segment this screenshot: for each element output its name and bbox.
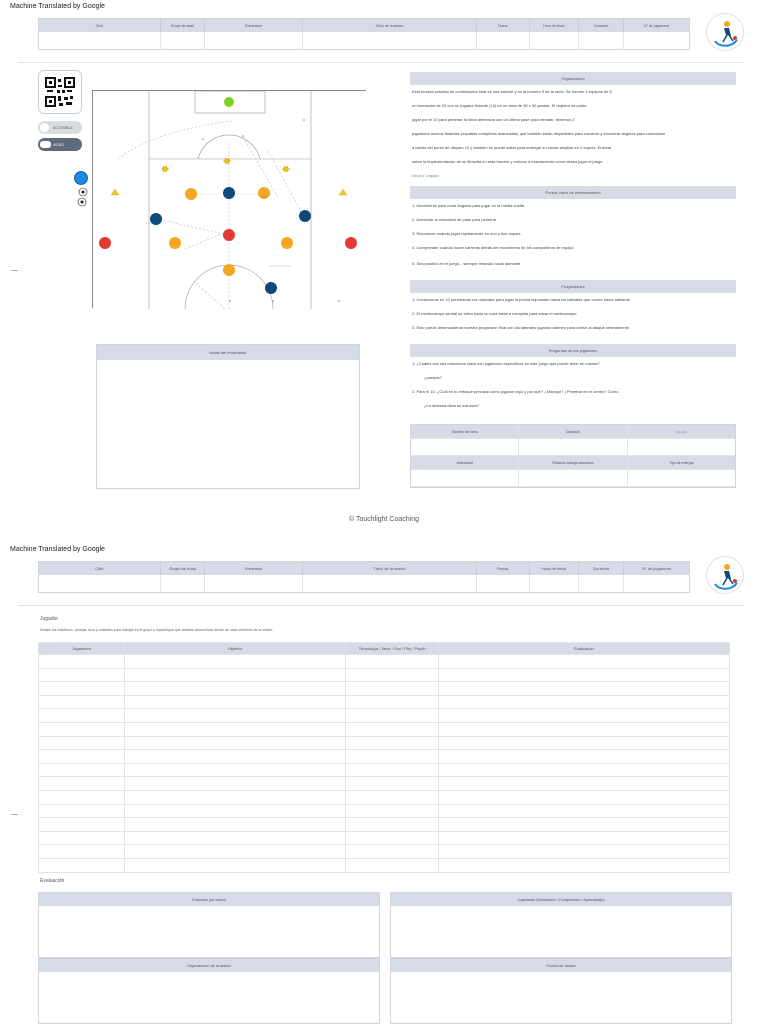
table-cell[interactable]	[39, 804, 125, 818]
header-col-coach: Entrenador	[205, 19, 303, 32]
table-row	[39, 695, 730, 709]
qr-code-icon	[39, 71, 81, 113]
ball-stack	[70, 168, 92, 212]
table-cell[interactable]	[39, 682, 125, 696]
players-evaluation-box[interactable]	[390, 892, 732, 958]
table-cell[interactable]	[39, 668, 125, 682]
table-cell[interactable]	[39, 722, 125, 736]
players-col-header: Jugadores	[39, 643, 125, 655]
table-cell[interactable]	[439, 858, 730, 872]
yellow-player	[281, 237, 293, 249]
players-table	[38, 642, 730, 873]
key-point-line: 2. Aumentar la velocidad de pase para penetrar	[412, 217, 497, 222]
table-cell[interactable]	[39, 831, 125, 845]
red-player	[99, 237, 111, 249]
table-cell[interactable]	[39, 777, 125, 791]
touchlight-logo	[706, 13, 744, 51]
blue-ball-marker	[75, 172, 88, 185]
key-points-title: Puntos clave de entrenamiento	[410, 186, 736, 199]
table-row	[39, 709, 730, 723]
navy-player	[150, 213, 162, 225]
table-row	[39, 804, 730, 818]
progressions-title: Progresiones	[410, 280, 736, 293]
session-points-title: Puntos de sesión	[391, 959, 731, 972]
header-value-age[interactable]	[161, 32, 206, 49]
progression-line: 2. El mediocampo central se retira hacia la zona trasera completa para sacar el mediocampo	[412, 311, 577, 316]
info-value[interactable]	[628, 439, 735, 455]
session-header-table-2	[38, 561, 690, 593]
touchlight-logo	[706, 556, 744, 594]
organization-panel	[410, 72, 736, 183]
table-cell[interactable]	[439, 750, 730, 764]
header-value-date[interactable]	[477, 575, 530, 592]
progressions-panel	[410, 280, 736, 335]
table-cell[interactable]	[125, 858, 346, 872]
header-col-duration: Duración	[579, 562, 624, 575]
table-cell[interactable]	[125, 845, 346, 859]
organization-line: en formación de 23 con un jugador flotante (10) en un área de 30 x 30 yardas. El objetivo es poder	[412, 103, 587, 108]
header-value-start[interactable]	[530, 575, 580, 592]
header-col-club: Club	[39, 562, 161, 575]
machine-translated-label: Machine Translated by Google	[10, 3, 105, 10]
header-col-players: N° de jugadores	[642, 566, 671, 571]
table-row	[39, 736, 730, 750]
video-icon	[40, 141, 51, 148]
header-col-date: Fecha	[477, 562, 530, 575]
table-row	[39, 777, 730, 791]
players-section-subtitle: Detalle los individuos, parejas, tríos y unidades para trabajar en el grupo y especifique qué detalles desarrollará dentro de cada elemento de la sesión.	[40, 628, 274, 632]
table-cell[interactable]	[125, 709, 346, 723]
header-col-start: Hora de inicio	[530, 562, 580, 575]
header-col-start: Hora de inicio	[530, 19, 580, 32]
info-intensity: Intensidad	[411, 456, 519, 469]
evaluation-box[interactable]	[38, 892, 380, 958]
table-cell[interactable]	[125, 777, 346, 791]
table-cell[interactable]	[39, 845, 125, 859]
organization-note: Cerca o 1 equipo	[412, 174, 439, 178]
question-line: ¿La defensa dicta su solución?	[424, 403, 480, 408]
organization-line: a través del punto de disparo 10 y también se puede saltar para entregar en zonas amplias en 2 toques. Enfocar	[412, 145, 612, 150]
table-cell[interactable]	[346, 763, 439, 777]
organization-evaluation-title: Organización de la sesión	[39, 959, 379, 972]
header-col-duration: Duración	[579, 19, 624, 32]
info-area-size: Tamaño del área	[411, 425, 519, 438]
evaluation-box-title: Evaluación (por sesión)	[39, 893, 379, 906]
table-cell[interactable]	[346, 804, 439, 818]
table-cell[interactable]	[439, 655, 730, 669]
header-value-duration[interactable]	[579, 32, 624, 49]
table-cell[interactable]	[125, 668, 346, 682]
table-cell[interactable]	[439, 777, 730, 791]
players-col-header: Tecnología / Tacto / Soc / Phy / Psych	[346, 643, 439, 655]
table-cell[interactable]	[125, 790, 346, 804]
table-cell[interactable]	[439, 818, 730, 832]
progression-line: 3. Esto puede desencadenar nuestra progresión final con los laterales jugando adentro para unirse al ataque centralmente.	[412, 325, 631, 330]
header-value-start[interactable]	[530, 32, 580, 49]
header-value-title[interactable]	[303, 32, 476, 49]
table-cell[interactable]	[39, 790, 125, 804]
header-value-title[interactable]	[303, 575, 476, 592]
accessible-toggle-label: ACCESIBLE	[53, 125, 73, 130]
table-cell[interactable]	[439, 763, 730, 777]
goalkeeper-player	[224, 97, 234, 107]
players-section-title: Jugador	[40, 616, 59, 622]
header-col-age: Grupo de edad	[161, 562, 206, 575]
table-cell[interactable]	[346, 750, 439, 764]
questions-panel	[410, 344, 736, 413]
qr-code[interactable]	[38, 70, 82, 114]
questions-title: Preguntas de los jugadores	[410, 344, 736, 357]
table-cell[interactable]	[439, 736, 730, 750]
accessible-toggle[interactable]	[38, 121, 82, 134]
table-row	[39, 858, 730, 872]
copyright: © Touchlight Coaching	[348, 516, 420, 523]
table-cell[interactable]	[346, 655, 439, 669]
header-value-date[interactable]	[477, 32, 530, 49]
header-value-players[interactable]	[624, 575, 689, 592]
yellow-player	[169, 237, 181, 249]
info-value[interactable]	[628, 470, 735, 486]
question-line: 2. Para el 10: ¿Cuál es tu enfoque principal como jugador aquí y por qué? ¿Manejar? ¿Penetrar en el centro? Cómo	[412, 389, 619, 394]
table-cell[interactable]	[39, 763, 125, 777]
key-point-line: 1. Movimiento para crear ángulos para jugar en la media vuelta	[412, 203, 525, 208]
key-point-line: 5. Sea positivo en el juego... siempre mirando hacia adelante	[412, 261, 521, 266]
coach-notes-title: Notas del entrenador	[97, 345, 359, 360]
table-cell[interactable]	[439, 709, 730, 723]
red-player	[345, 237, 357, 249]
header-col-age: Grupo de edad	[161, 19, 206, 32]
evaluation-title: Evaluación	[40, 878, 65, 884]
header-value-club[interactable]	[39, 32, 161, 49]
video-toggle-label: VIDEO	[53, 142, 64, 147]
table-row	[39, 831, 730, 845]
table-row	[39, 655, 730, 669]
table-cell[interactable]	[39, 858, 125, 872]
organization-line: jugadores anchos flotantes (españas completas avanzadas) que también están disponibles para construir y encontrar ángulos para conectarse	[412, 131, 666, 136]
yellow-player	[223, 264, 235, 276]
table-cell[interactable]	[346, 831, 439, 845]
table-cell[interactable]	[39, 655, 125, 669]
header-col-title: Título de la sesión	[303, 562, 476, 575]
yellow-player	[258, 187, 270, 199]
info-value[interactable]	[519, 470, 627, 486]
key-points-panel	[410, 186, 736, 271]
table-cell[interactable]	[346, 818, 439, 832]
table-cell[interactable]	[39, 818, 125, 832]
header-value-duration[interactable]	[579, 575, 624, 592]
info-duration: Duración	[519, 425, 627, 438]
players-evaluation-title: Jugadores (Motivación / Compromiso / Aprendizaje)	[391, 893, 731, 906]
info-equipment: Equipo	[675, 429, 687, 434]
table-cell[interactable]	[346, 668, 439, 682]
session-points-box[interactable]	[390, 958, 732, 1024]
pitch-diagram	[92, 90, 366, 308]
table-cell[interactable]	[346, 709, 439, 723]
session-header-table	[38, 18, 690, 50]
pitch-svg	[93, 91, 367, 309]
coach-notes-box[interactable]	[96, 344, 360, 489]
table-cell[interactable]	[346, 858, 439, 872]
table-cell[interactable]	[346, 845, 439, 859]
session-info-grid	[410, 424, 736, 488]
table-cell[interactable]	[39, 736, 125, 750]
table-cell[interactable]	[125, 736, 346, 750]
question-line: ¿parejas?	[424, 375, 442, 380]
yellow-player	[185, 188, 197, 200]
table-cell[interactable]	[39, 709, 125, 723]
header-col-players: N° de jugadores	[644, 23, 670, 28]
header-value-club[interactable]	[39, 575, 161, 592]
organization-line: sobre la implementación de su filosofía en esta función y enfocar a exactamente cómo desea jugar el juego	[412, 159, 603, 164]
organization-line: Esta tercera práctica de combinación final es una función y es la número 9 de la serie. Se forman 2 equipos de 5	[412, 89, 612, 94]
table-cell[interactable]	[346, 736, 439, 750]
organization-title: Organización	[410, 72, 736, 85]
table-row	[39, 722, 730, 736]
table-row	[39, 818, 730, 832]
machine-translated-label: Machine Translated by Google	[10, 546, 105, 553]
header-col-date: Fecha	[477, 19, 530, 32]
players-col-header: Evaluación	[439, 643, 730, 655]
table-row	[39, 668, 730, 682]
table-cell[interactable]	[439, 722, 730, 736]
organization-line: jugar por el 10 para penetrar la línea defensiva con un último pase para rematar, tenemos 2	[412, 117, 575, 122]
info-work-rest: Relación trabajo:descanso	[519, 456, 627, 469]
table-cell[interactable]	[346, 695, 439, 709]
table-row	[39, 845, 730, 859]
table-cell[interactable]	[125, 682, 346, 696]
table-row	[39, 750, 730, 764]
table-cell[interactable]	[439, 804, 730, 818]
table-cell[interactable]	[125, 831, 346, 845]
table-cell[interactable]	[439, 790, 730, 804]
navy-player	[299, 210, 311, 222]
table-cell[interactable]	[439, 668, 730, 682]
info-value[interactable]	[519, 439, 627, 455]
table-row	[39, 763, 730, 777]
info-energy-type: Tipo de energía	[669, 460, 694, 465]
table-cell[interactable]	[39, 695, 125, 709]
table-cell[interactable]	[346, 777, 439, 791]
info-value[interactable]	[411, 470, 519, 486]
organization-evaluation-box[interactable]	[38, 958, 380, 1024]
table-row	[39, 682, 730, 696]
table-cell[interactable]	[125, 804, 346, 818]
table-cell[interactable]	[125, 818, 346, 832]
table-cell[interactable]	[346, 790, 439, 804]
header-value-coach[interactable]	[205, 32, 303, 49]
key-point-line: 4. Comprender cuándo hacer carreras detrás del movimiento de los compañeros de equipo	[412, 245, 574, 250]
table-row	[39, 790, 730, 804]
key-point-line: 3. Reconocer cuándo jugar rápidamente en uno y dos toques	[412, 231, 521, 236]
red-player	[223, 229, 235, 241]
table-cell[interactable]	[346, 682, 439, 696]
players-col-header: Objetivo	[125, 643, 346, 655]
players-table-body	[39, 655, 730, 873]
header-col-club: Club	[39, 19, 161, 32]
table-cell[interactable]	[125, 763, 346, 777]
navy-player	[223, 187, 235, 199]
header-value-players[interactable]	[624, 32, 689, 49]
progression-line: 1. Conducimos en 10 penetrando los marcajes para jugar la pelota impulsado hacia los laterales que corren hacia adelante	[412, 297, 630, 302]
table-cell[interactable]	[125, 695, 346, 709]
header-col-coach: Entrenador	[205, 562, 303, 575]
table-cell[interactable]	[346, 722, 439, 736]
header-value-age[interactable]	[161, 575, 206, 592]
table-cell[interactable]	[439, 845, 730, 859]
table-cell[interactable]	[439, 682, 730, 696]
table-cell[interactable]	[39, 750, 125, 764]
info-value[interactable]	[411, 439, 519, 455]
toggle-knob-icon	[40, 123, 49, 132]
question-line: 1. ¿Cuáles son sus relaciones clave con jugadores específicos en este juego que puede tener en cuenta?	[412, 361, 600, 366]
navy-player	[265, 282, 277, 294]
video-toggle[interactable]	[38, 138, 82, 151]
table-cell[interactable]	[439, 695, 730, 709]
table-cell[interactable]	[125, 722, 346, 736]
table-cell[interactable]	[125, 750, 346, 764]
header-value-coach[interactable]	[205, 575, 303, 592]
table-cell[interactable]	[439, 831, 730, 845]
table-cell[interactable]	[125, 655, 346, 669]
header-col-title: Título de la sesión	[303, 19, 476, 32]
